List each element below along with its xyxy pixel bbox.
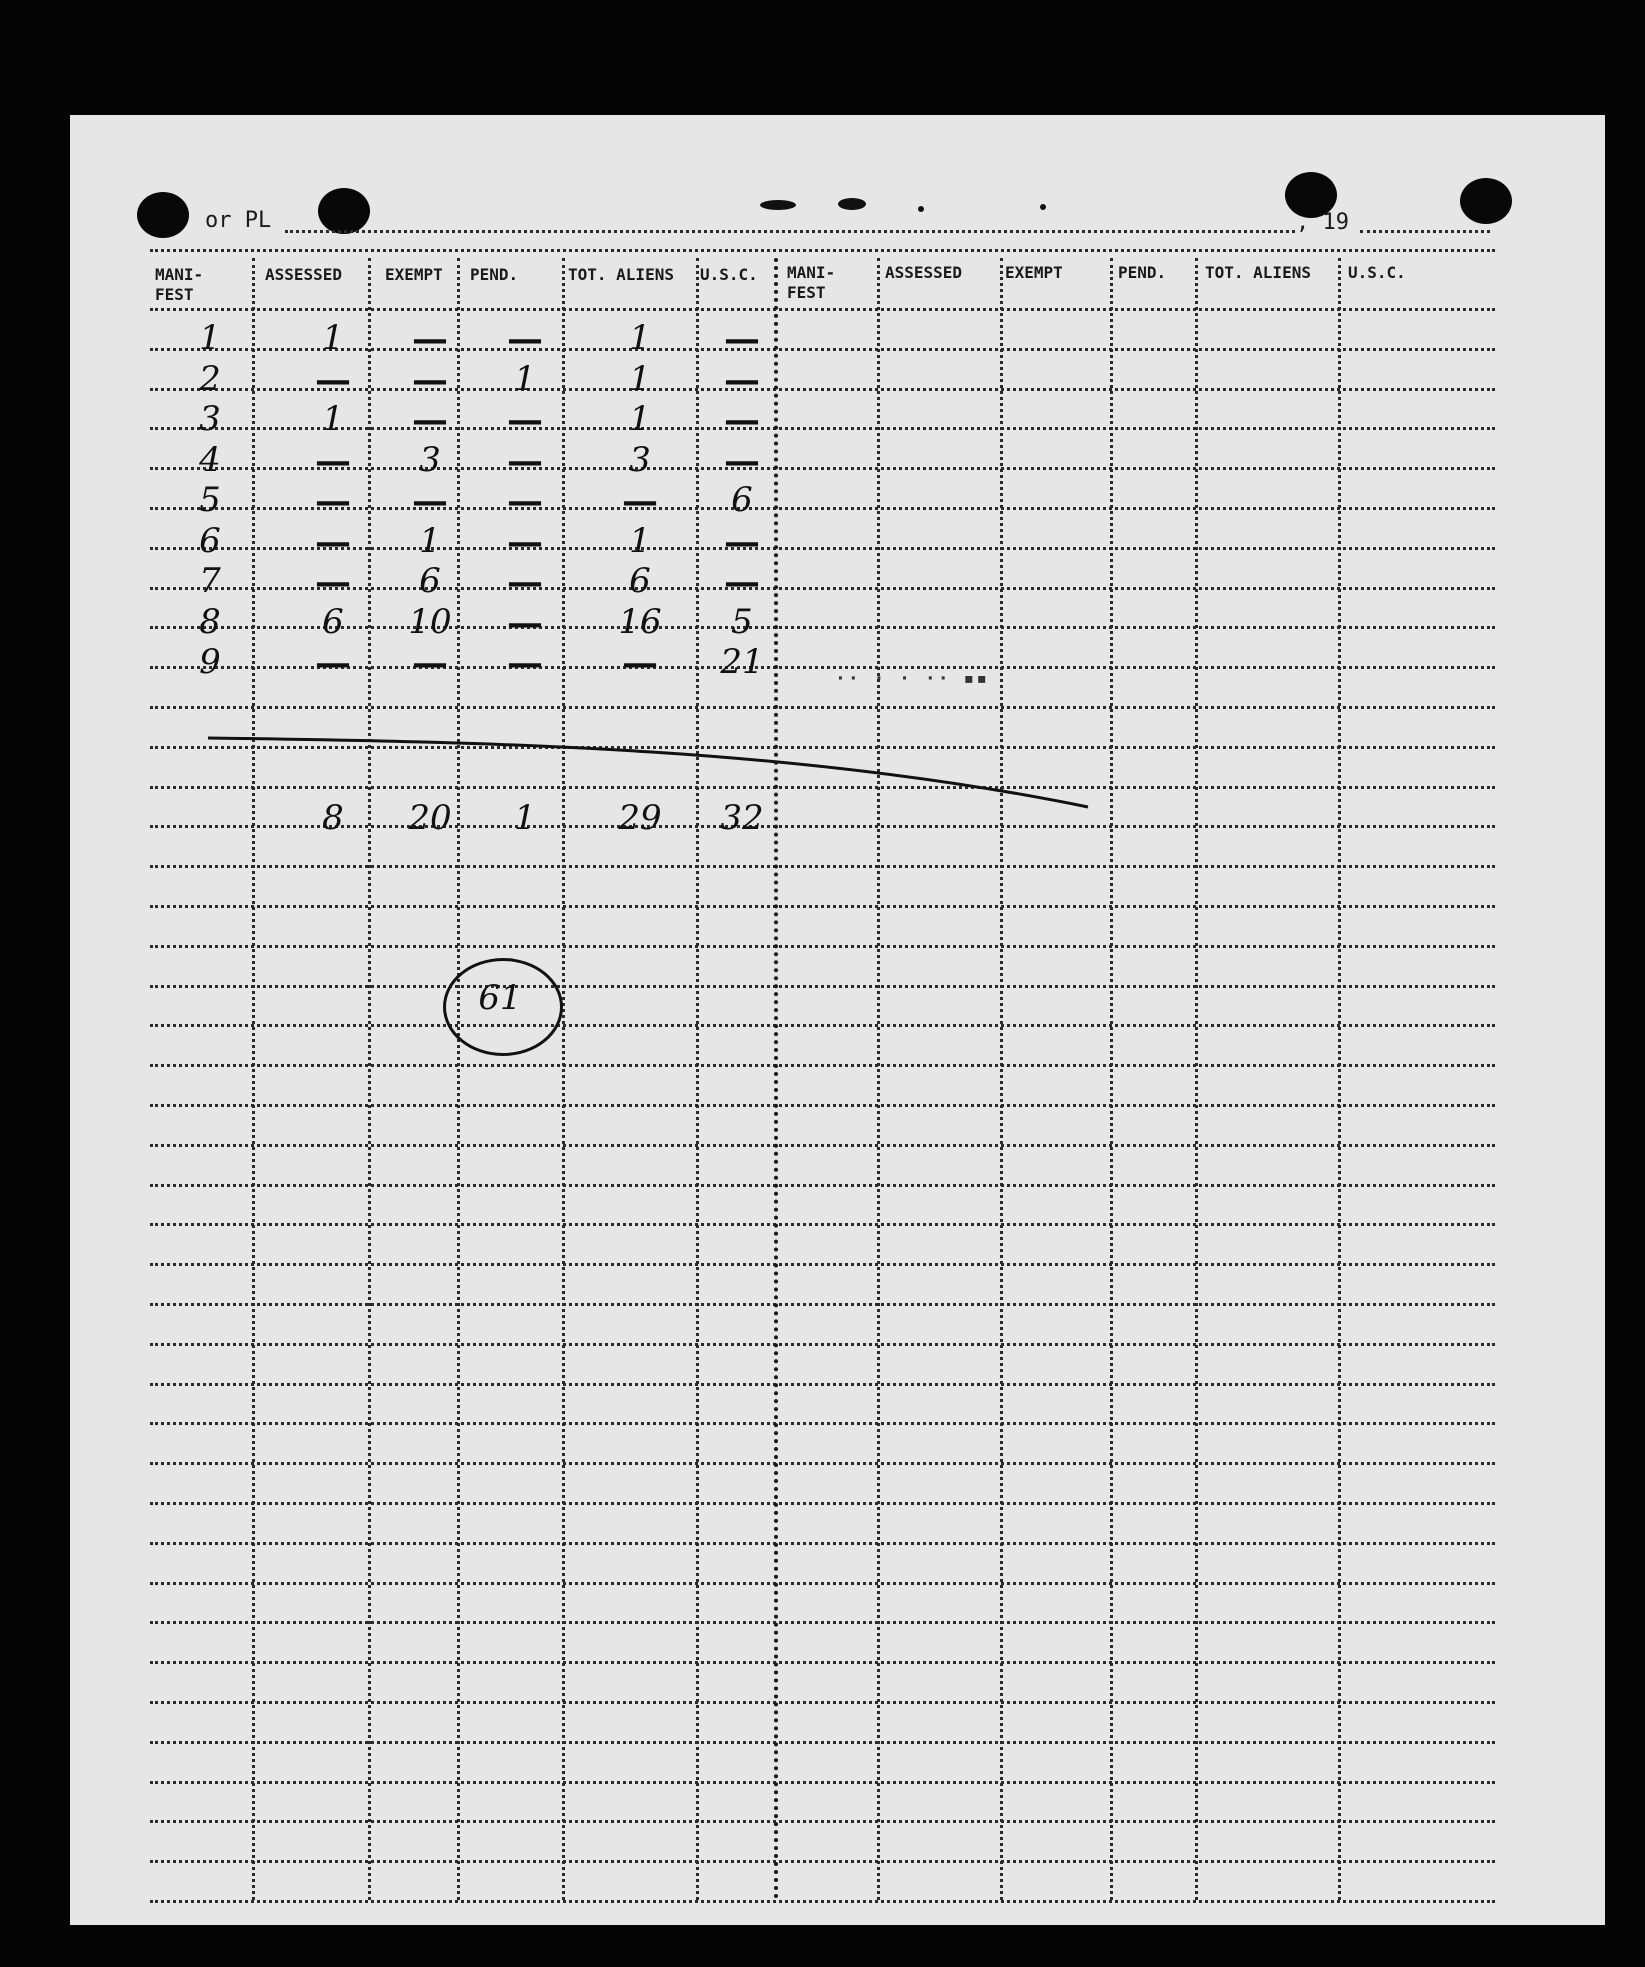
row-cell: 3 xyxy=(629,440,651,480)
row-cell: 6 xyxy=(629,561,651,601)
header-assessed-left: ASSESSED xyxy=(265,265,343,284)
row-cell: — xyxy=(315,440,351,482)
row-cell: 6 xyxy=(731,480,753,520)
ink-smudge: ·· · · ·· ▪▪ xyxy=(835,668,990,689)
row-cell: — xyxy=(507,399,543,441)
manifest-number: 7 xyxy=(199,561,221,601)
header-manifest-left: MANI- FEST xyxy=(155,265,204,304)
row-cell: 1 xyxy=(322,318,344,358)
row-cell: — xyxy=(315,359,351,401)
header-exempt-left: EXEMPT xyxy=(385,265,443,284)
row-cell: — xyxy=(315,561,351,603)
row-cell: 21 xyxy=(720,642,764,682)
column-total: 20 xyxy=(408,798,452,838)
row-cell: 1 xyxy=(629,359,651,399)
form-label-date: , 19 xyxy=(1296,210,1349,235)
row-cell: — xyxy=(507,602,543,644)
header-pend-left: PEND. xyxy=(470,265,519,284)
row-cell: — xyxy=(507,318,543,360)
header-manifest-right: MANI- FEST xyxy=(787,263,836,302)
row-cell: 5 xyxy=(731,602,753,642)
header-tot-aliens-right: TOT. ALIENS xyxy=(1205,263,1311,282)
manifest-number: 8 xyxy=(199,602,221,642)
grand-total-value: 61 xyxy=(478,978,522,1018)
row-cell: — xyxy=(507,521,543,563)
column-total: 1 xyxy=(514,798,536,838)
row-cell: — xyxy=(724,318,760,360)
row-cell: — xyxy=(622,480,658,522)
manifest-number: 1 xyxy=(199,318,221,358)
row-cell: 1 xyxy=(322,399,344,439)
column-total: 29 xyxy=(618,798,662,838)
header-usc-left: U.S.C. xyxy=(700,265,758,284)
row-cell: — xyxy=(315,642,351,684)
manifest-number: 4 xyxy=(199,440,221,480)
row-cell: — xyxy=(315,521,351,563)
manifest-number: 5 xyxy=(199,480,221,520)
row-cell: 1 xyxy=(629,521,651,561)
row-cell: — xyxy=(724,359,760,401)
header-exempt-right: EXEMPT xyxy=(1005,263,1063,282)
header-tot-aliens-left: TOT. ALIENS xyxy=(568,265,674,284)
manifest-number: 9 xyxy=(199,642,221,682)
row-cell: — xyxy=(412,318,448,360)
row-cell: — xyxy=(412,359,448,401)
row-cell: — xyxy=(412,480,448,522)
row-cell: — xyxy=(315,480,351,522)
header-usc-right: U.S.C. xyxy=(1348,263,1406,282)
row-cell: 6 xyxy=(419,561,441,601)
column-total: 8 xyxy=(322,798,344,838)
row-cell: 10 xyxy=(408,602,452,642)
row-cell: — xyxy=(412,642,448,684)
header-pend-right: PEND. xyxy=(1118,263,1167,282)
row-cell: — xyxy=(507,440,543,482)
row-cell: 3 xyxy=(419,440,441,480)
row-cell: — xyxy=(507,642,543,684)
row-cell: — xyxy=(724,440,760,482)
row-cell: 6 xyxy=(322,602,344,642)
row-cell: — xyxy=(507,561,543,603)
row-cell: 16 xyxy=(618,602,662,642)
header-assessed-right: ASSESSED xyxy=(885,263,963,282)
row-cell: — xyxy=(622,642,658,684)
row-cell: 1 xyxy=(629,399,651,439)
row-cell: 1 xyxy=(629,318,651,358)
row-cell: 1 xyxy=(419,521,441,561)
manifest-number: 6 xyxy=(199,521,221,561)
manifest-number: 3 xyxy=(199,399,221,439)
row-cell: — xyxy=(412,399,448,441)
row-cell: — xyxy=(724,521,760,563)
row-cell: — xyxy=(724,561,760,603)
form-label-prefix: or PL xyxy=(205,208,272,233)
row-cell: 1 xyxy=(514,359,536,399)
manifest-number: 2 xyxy=(199,359,221,399)
row-cell: — xyxy=(507,480,543,522)
column-total: 32 xyxy=(720,798,764,838)
row-cell: — xyxy=(724,399,760,441)
